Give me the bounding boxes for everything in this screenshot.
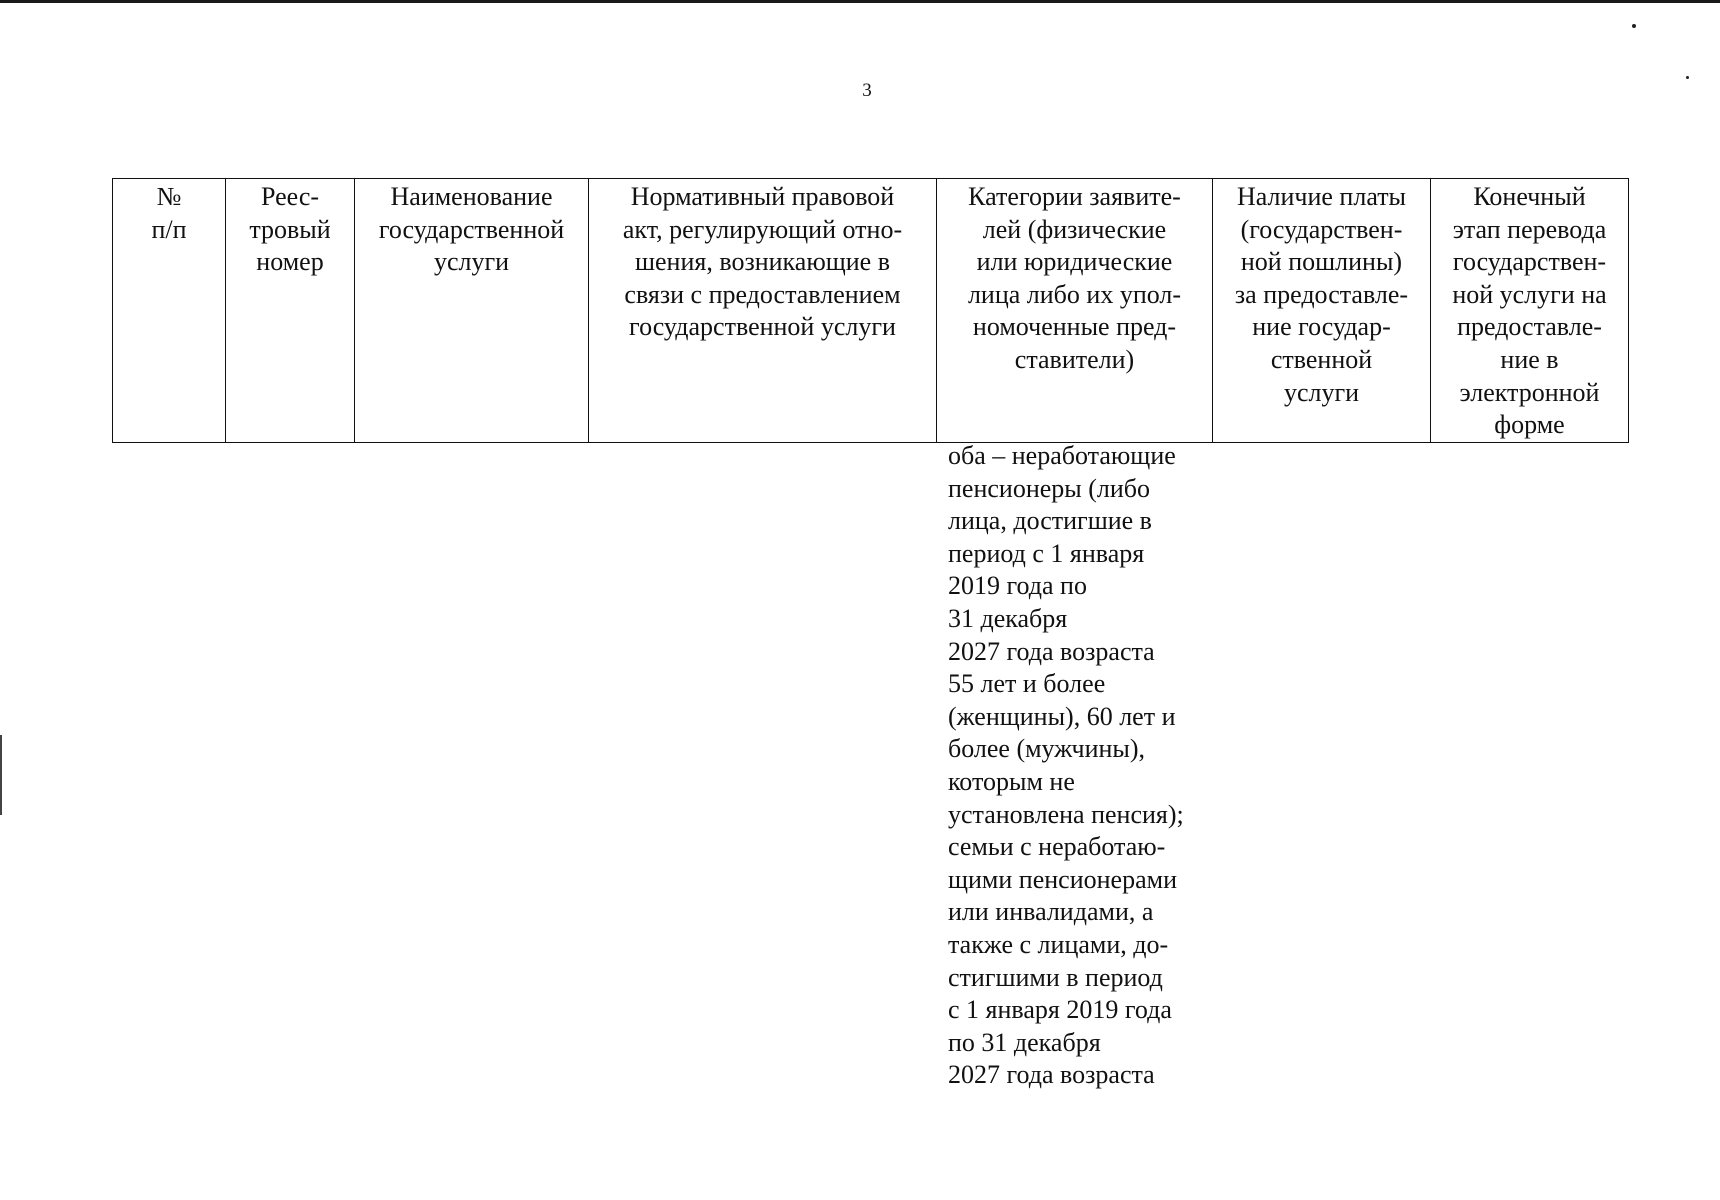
header-line: Реес- <box>260 182 320 211</box>
continuation-line: 31 декабря <box>948 603 1068 633</box>
continuation-line: более (мужчины), <box>948 734 1146 764</box>
continuation-line: период с 1 января <box>948 538 1145 568</box>
header-line: ние в <box>1500 344 1559 374</box>
header-line: п/п <box>151 214 187 244</box>
continuation-line: 2027 года возраста <box>948 636 1155 666</box>
scan-top-border <box>0 0 1720 3</box>
scan-speck <box>1686 76 1689 79</box>
header-line: Категории заявите- <box>968 182 1181 211</box>
header-row <box>113 179 1629 443</box>
column-header-registry-number <box>226 179 355 443</box>
header-line: ние государ- <box>1252 312 1391 342</box>
continuation-line: которым не <box>948 766 1075 796</box>
header-line: Нормативный правовой <box>630 182 895 211</box>
column-header-applicant-categories <box>937 179 1213 443</box>
header-line: этап перевода <box>1452 214 1607 244</box>
header-line: электронной <box>1459 377 1600 407</box>
continuation-line: 55 лет и более <box>948 669 1106 699</box>
header-line: связи с предоставлением <box>624 279 901 309</box>
continuation-line: 2027 года возраста <box>948 1060 1155 1090</box>
header-line: ной пошлины) <box>1240 247 1403 277</box>
header-line: шения, возникающие в <box>635 247 890 277</box>
continuation-line: по 31 декабря <box>948 1027 1101 1057</box>
header-line: за предоставле- <box>1234 279 1409 309</box>
header-line: тровый <box>249 214 331 244</box>
header-line: ставители) <box>1014 344 1135 374</box>
header-line: ственной <box>1270 344 1373 374</box>
header-line: Конечный <box>1473 182 1586 211</box>
scan-left-edge <box>0 735 2 815</box>
services-table-header <box>112 178 1629 443</box>
page-number: 3 <box>862 80 872 101</box>
header-line: № <box>156 182 182 211</box>
continuation-line: или инвалидами, а <box>948 897 1154 927</box>
header-line: предоставле- <box>1457 312 1602 342</box>
header-line: государственной <box>378 214 565 244</box>
column-header-legal-act <box>589 179 937 443</box>
continuation-line: оба – неработающие <box>948 441 1176 470</box>
column-header-number <box>113 179 226 443</box>
header-line: лица либо их упол- <box>967 279 1182 309</box>
continuation-line: щими пенсионерами <box>948 864 1177 894</box>
header-line: услуги <box>1283 377 1360 407</box>
continuation-line: с 1 января 2019 года <box>948 995 1172 1025</box>
continuation-line: стигшими в период <box>948 962 1163 992</box>
header-line: (государствен- <box>1240 214 1403 244</box>
header-line: номер <box>256 247 324 277</box>
scan-speck <box>1632 24 1636 28</box>
continuation-line: также с лицами, до- <box>948 929 1169 959</box>
continuation-line: семьи с неработаю- <box>948 832 1166 862</box>
header-line: государствен- <box>1452 247 1607 277</box>
column-header-fee <box>1213 179 1431 443</box>
header-line: Наличие платы <box>1236 182 1407 211</box>
continuation-line: (женщины), 60 лет и <box>948 701 1176 731</box>
continuation-line: 2019 года по <box>948 571 1087 601</box>
column-header-electronic-stage <box>1431 179 1629 443</box>
header-line: номоченные пред- <box>972 312 1177 342</box>
header-line: лей (физические <box>982 214 1167 244</box>
header-line: ной услуги на <box>1452 279 1607 309</box>
header-line: акт, регулирующий отно- <box>622 214 903 244</box>
header-line: государственной услуги <box>629 312 896 342</box>
column-header-service-name <box>355 179 589 443</box>
applicant-categories-continuation <box>948 440 1218 1092</box>
continuation-line: установлена пенсия); <box>948 799 1184 829</box>
header-line: форме <box>1494 410 1565 440</box>
header-line: Наименование <box>390 182 553 211</box>
header-line: или юридические <box>976 247 1173 277</box>
header-line: услуги <box>433 247 510 277</box>
continuation-line: лица, достигшие в <box>948 506 1152 536</box>
continuation-line: пенсионеры (либо <box>948 473 1151 503</box>
